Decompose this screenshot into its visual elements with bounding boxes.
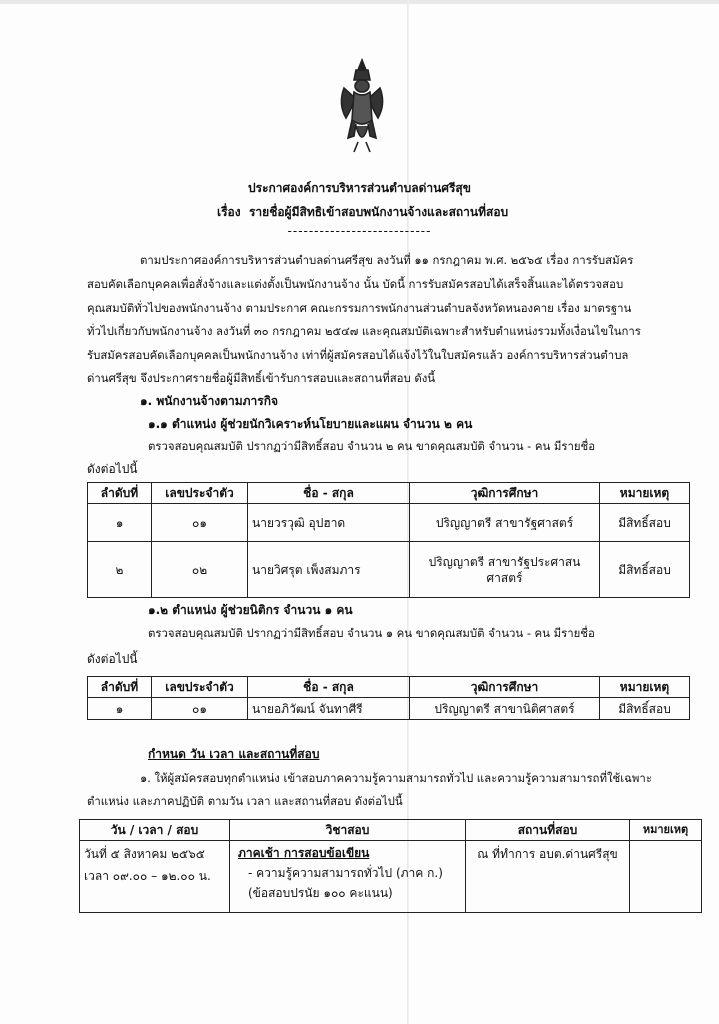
table-row: [88, 542, 690, 598]
intro-line-2: สอบคัดเลือกบุคคลเพื่อสั่งจ้างและแต่งตั้งเป็นพนักงานจ้าง นั้น บัดนี้ การรับสมัครสอบได้เสร็จสิ้นและได้ตรวจสอบ: [87, 277, 624, 291]
exam-subject-title: ภาคเช้า การสอบข้อเขียน: [238, 846, 370, 860]
position-2-table: [87, 676, 690, 720]
col-id: เลขประจำตัว: [152, 677, 248, 698]
row-note: มีสิทธิ์สอบ: [600, 542, 690, 598]
row-education: ปริญญาตรี สาขารัฐประศาสน ศาสตร์: [410, 542, 600, 598]
col-subject: วิชาสอบ: [230, 820, 466, 841]
exam-place: ณ ที่ทำการ อบต.ด่านศรีสุข: [466, 841, 630, 913]
table-header-row: [88, 483, 690, 504]
intro-line-1: ตามประกาศองค์การบริหารส่วนตำบลด่านศรีสุข ลงวันที่ ๑๑ กรกฎาคม พ.ศ. ๒๕๖๕ เรื่อง การรับสมัคร: [140, 253, 634, 267]
position-1-title: ๑.๑ ตำแหน่ง ผู้ช่วยนักวิเคราะห์นโยบายและแผน จำนวน ๒ คน: [148, 417, 473, 431]
table-row: [88, 504, 690, 542]
intro-line-5: รับสมัครสอบคัดเลือกบุคคลเป็นพนักงานจ้าง เท่าที่ผู้สมัครสอบได้แจ้งไว้ในใบสมัครแล้ว องค์การบริหารส่วนตำบล: [87, 348, 629, 362]
row-note: มีสิทธิ์สอบ: [600, 504, 690, 542]
intro-line-4: ทั่วไปเกี่ยวกับพนักงานจ้าง ลงวันที่ ๓๐ กรกฎาคม ๒๕๔๗ และคุณสมบัติเฉพาะสำหรับตำแหน่งรวมทั้งเงื่อนไขในการ: [87, 324, 641, 338]
col-place: สถานที่สอบ: [466, 820, 630, 841]
table-header-row: [88, 677, 690, 698]
position-2-check-line-2: ดังต่อไปนี้: [87, 652, 138, 666]
row-order: ๒: [88, 542, 152, 598]
exam-subject-detail: (ข้อสอบปรนัย ๑๐๐ คะแนน): [248, 886, 393, 900]
col-education: วุฒิการศึกษา: [410, 483, 600, 504]
row-order: ๑: [88, 504, 152, 542]
row-id: ๐๒: [152, 542, 248, 598]
subject-text: รายชื่อผู้มีสิทธิเข้าสอบพนักงานจ้างและสถานที่สอบ: [248, 205, 509, 219]
subject-label: เรื่อง: [217, 205, 241, 219]
row-name: นายอภิวัฒน์ จันทาศีรี: [248, 698, 410, 720]
col-order: ลำดับที่: [88, 483, 152, 504]
col-name: ชื่อ - สกุล: [248, 677, 410, 698]
col-id: เลขประจำตัว: [152, 483, 248, 504]
position-1-check-line: ตรวจสอบคุณสมบัติ ปรากฏว่ามีสิทธิ์สอบ จำนวน ๒ คน ขาดคุณสมบัติ จำนวน - คน มีรายชื่อ: [148, 439, 596, 453]
schedule-datetime-cell: [80, 841, 230, 913]
col-note: หมายเหตุ: [600, 677, 690, 698]
intro-line-6: ด่านศรีสุข จึงประกาศรายชื่อผู้มีสิทธิ์เข้ารับการสอบและสถานที่สอบ ดังนี้: [87, 371, 436, 385]
schedule-subject-cell: [230, 841, 466, 913]
position-2-title: ๑.๒ ตำแหน่ง ผู้ช่วยนิติกร จำนวน ๑ คน: [148, 603, 353, 617]
row-note: มีสิทธิ์สอบ: [600, 698, 690, 720]
col-note: หมายเหตุ: [630, 820, 702, 841]
row-order: ๑: [88, 698, 152, 720]
col-order: ลำดับที่: [88, 677, 152, 698]
intro-line-3: คุณสมบัติทั่วไปของพนักงานจ้าง ตามประกาศ คณะกรรมการพนักงานส่วนตำบลจังหวัดหนองคาย เรื่อง มาตรฐาน: [87, 301, 632, 315]
schedule-line-2: ตำแหน่ง และภาคปฏิบัติ ตามวัน เวลา และสถานที่สอบ ดังต่อไปนี้: [87, 794, 403, 808]
announcement-title: ประกาศองค์การบริหารส่วนตำบลด่านศรีสุข: [248, 181, 471, 195]
position-2-check-line: ตรวจสอบคุณสมบัติ ปรากฏว่ามีสิทธิ์สอบ จำนวน ๑ คน ขาดคุณสมบัติ จำนวน - คน มีรายชื่อ: [148, 626, 595, 640]
header-divider: ---------------------------: [287, 224, 432, 238]
exam-date: วันที่ ๕ สิงหาคม ๒๕๖๕: [84, 847, 205, 861]
table-header-row: [80, 820, 702, 841]
row-name: นายวรวุฒิ อุปฮาด: [248, 504, 410, 542]
row-name: นายวิศรุต เพ็งสมภาร: [248, 542, 410, 598]
table-row: [80, 841, 702, 913]
table-row: [88, 698, 690, 720]
schedule-line-1: ๑. ให้ผู้สมัครสอบทุกตำแหน่ง เข้าสอบภาคความรู้ความสามารถทั่วไป และความรู้ความสามารถที่ใช้เฉพาะ: [140, 771, 652, 785]
row-education: ปริญญาตรี สาขารัฐศาสตร์: [410, 504, 600, 542]
col-datetime: วัน / เวลา / สอบ: [80, 820, 230, 841]
exam-subject-item: - ความรู้ความสามารถทั่วไป (ภาค ก.): [248, 866, 443, 880]
row-id: ๐๑: [152, 698, 248, 720]
schedule-heading: กำหนด วัน เวลา และสถานที่สอบ: [148, 747, 320, 761]
scan-top-edge: [0, 0, 719, 4]
position-1-check-line-2: ดังต่อไปนี้: [87, 462, 138, 476]
row-id: ๐๑: [152, 504, 248, 542]
col-name: ชื่อ - สกุล: [248, 483, 410, 504]
row-education: ปริญญาตรี สาขานิติศาสตร์: [410, 698, 600, 720]
schedule-table: [79, 819, 702, 913]
col-education: วุฒิการศึกษา: [410, 677, 600, 698]
garuda-emblem-icon: [334, 58, 390, 154]
exam-time: เวลา ๐๙.๐๐ – ๑๒.๐๐ น.: [84, 869, 211, 883]
exam-note: [630, 841, 702, 913]
section-1-heading: ๑. พนักงานจ้างตามภารกิจ: [140, 394, 278, 408]
col-note: หมายเหตุ: [600, 483, 690, 504]
subject-line: [217, 203, 508, 222]
position-1-table: [87, 482, 690, 598]
